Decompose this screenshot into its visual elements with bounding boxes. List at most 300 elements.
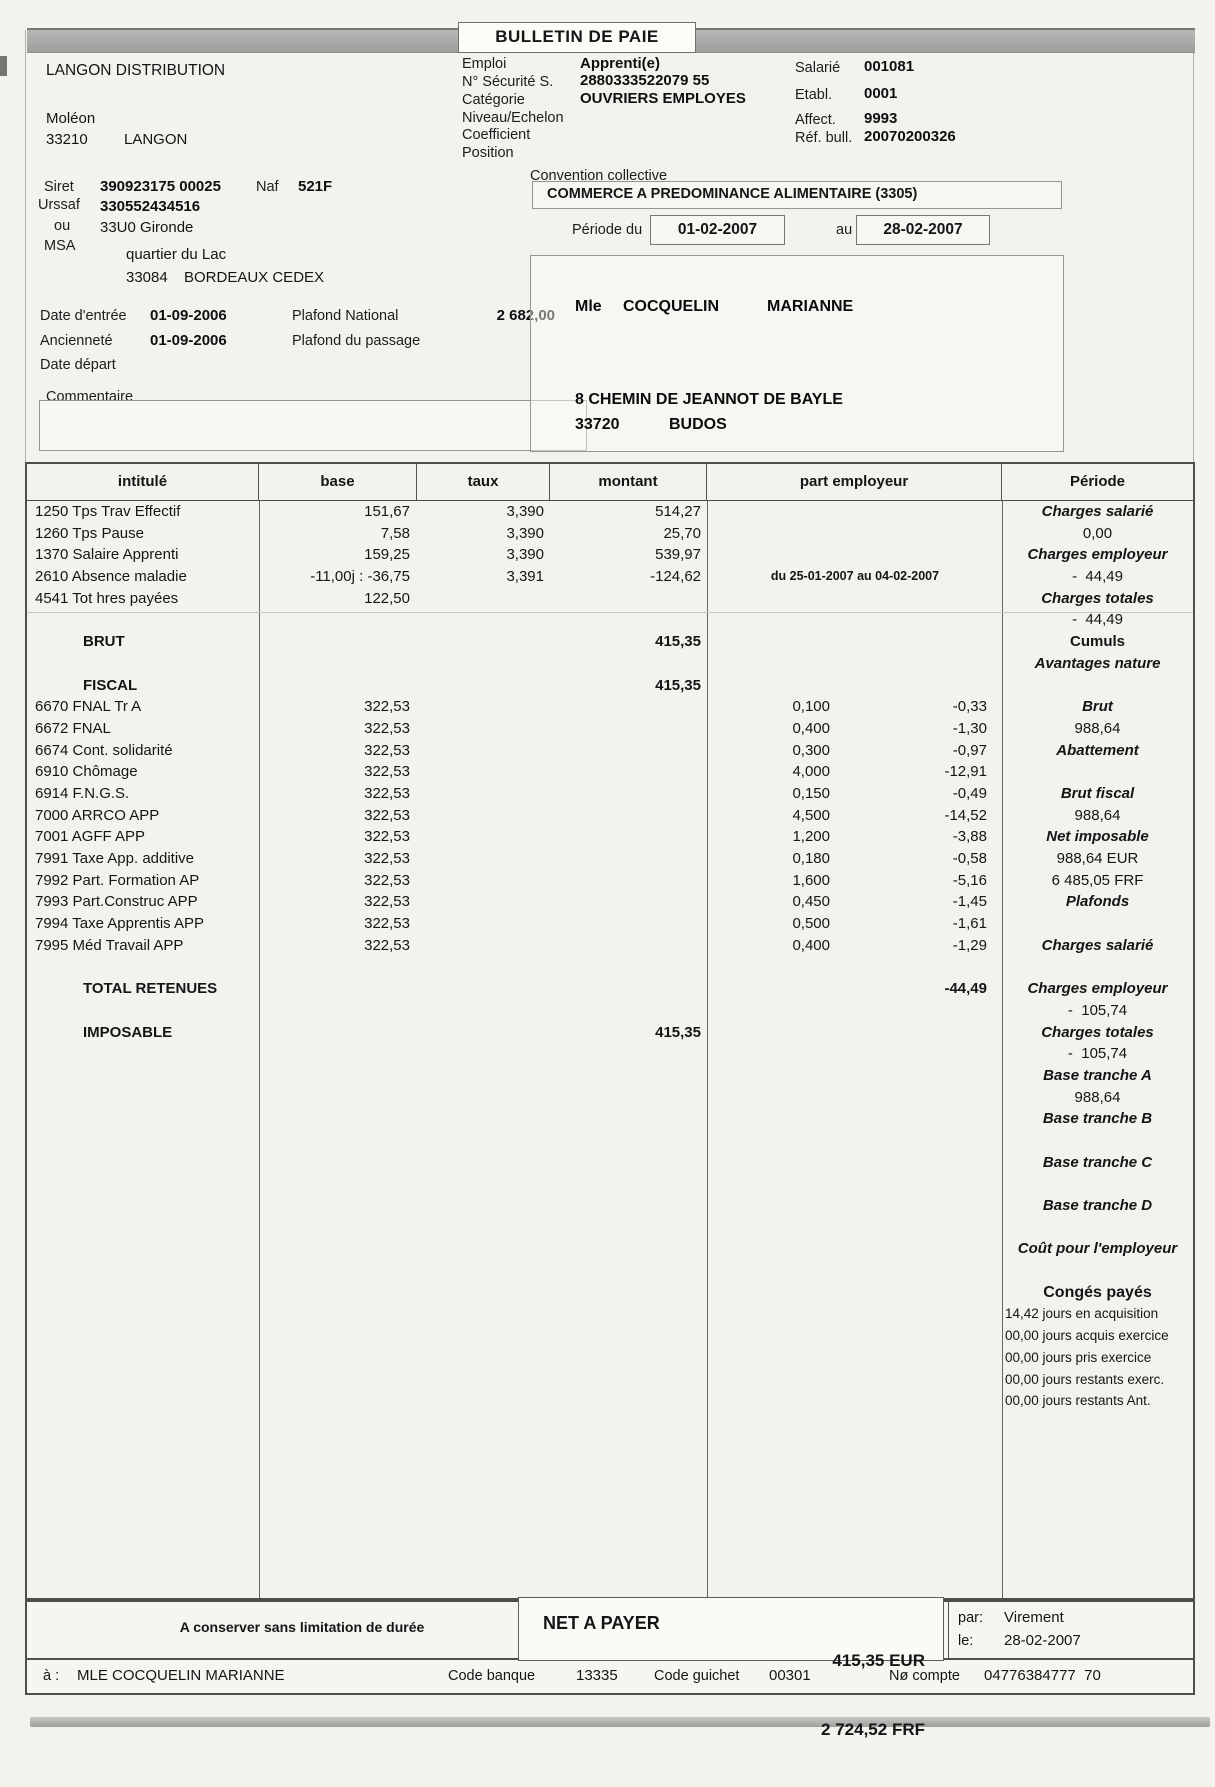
- table-row: [27, 696, 993, 718]
- pay-table-rows: [27, 501, 993, 1043]
- cell-label: 6674 Cont. solidarité: [35, 741, 173, 759]
- table-row: [27, 1022, 993, 1044]
- cell-label: 6914 F.N.G.S.: [35, 784, 130, 802]
- periode-line: Charges salarié: [1041, 503, 1154, 520]
- table-row: [27, 891, 993, 913]
- cell-montant: 415,35: [655, 676, 701, 694]
- cell-amt: [830, 653, 988, 675]
- cell-rate: 4,000: [792, 763, 830, 781]
- cell-rate: [707, 609, 830, 631]
- cell-base: 322,53: [364, 763, 410, 781]
- periode-line: Charges totales: [1041, 589, 1154, 607]
- cell-amt: -3,88: [952, 828, 987, 846]
- cell-base: 322,53: [364, 806, 410, 824]
- cell-amt: [830, 588, 988, 610]
- cell-label: FISCAL: [83, 676, 138, 694]
- table-row: [27, 826, 993, 848]
- cell-taux: 3,390: [506, 524, 544, 542]
- cell-rate: [707, 956, 830, 978]
- cell-taux: 3,390: [506, 503, 544, 520]
- cell-montant: -124,62: [650, 568, 701, 586]
- etabl-value: 0001: [864, 85, 898, 102]
- pay-table-header: [27, 464, 1193, 501]
- cell-montant: 25,70: [663, 524, 701, 542]
- cell-amt: [830, 1022, 988, 1044]
- cell-montant: [550, 935, 707, 957]
- periode-line: [1002, 675, 1193, 697]
- net-amount-eur: 415,35 EUR: [832, 1651, 925, 1670]
- table-row: [27, 653, 993, 675]
- cell-base: [259, 978, 417, 1000]
- cell-base: 122,50: [364, 589, 410, 607]
- cell-montant: [550, 783, 707, 805]
- siret-value: 390923175 00025: [100, 178, 221, 195]
- ou-label: ou: [54, 218, 71, 234]
- periode-line: Plafonds: [1065, 893, 1130, 911]
- table-row: [27, 978, 993, 1000]
- net-a-payer-label: NET A PAYER: [543, 1613, 660, 1633]
- periode-line: 0,00: [1082, 524, 1113, 542]
- convention-box: [532, 181, 1062, 209]
- cell-base: 322,53: [364, 871, 410, 889]
- cell-amt: -1,45: [952, 893, 987, 911]
- cell-base: 322,53: [364, 784, 410, 802]
- periode-line: - 44,49: [1072, 611, 1123, 629]
- au-label: au: [836, 222, 853, 238]
- bank-code-value: 13335: [576, 1667, 618, 1684]
- periode-end-value: 28-02-2007: [883, 221, 963, 238]
- org-zip: 33084: [126, 269, 168, 286]
- cell-montant: 539,97: [655, 546, 701, 564]
- periode-line: Coût pour l'employeur: [1017, 1240, 1178, 1258]
- cell-base: 322,53: [364, 936, 410, 954]
- periode-line: 00,00 jours restants Ant.: [1005, 1393, 1151, 1409]
- cell-taux: [417, 848, 550, 870]
- header-part-employeur: part employeur: [707, 464, 1002, 500]
- cell-rate: 4,500: [792, 806, 830, 824]
- payee-name: MLE COCQUELIN MARIANNE: [77, 1667, 285, 1684]
- header-taux: taux: [417, 464, 550, 500]
- ref-bulletin-label: Réf. bull.: [795, 130, 853, 146]
- cell-label: [27, 609, 259, 631]
- coefficient-label: Coefficient: [462, 127, 531, 143]
- cell-montant: [550, 588, 707, 610]
- cell-rate: 0,180: [792, 850, 830, 867]
- cell-base: 322,53: [364, 850, 410, 867]
- cell-rate: 0,500: [792, 915, 830, 933]
- cell-base: [259, 1022, 417, 1044]
- plafond-passage-label: Plafond du passage: [292, 333, 421, 349]
- periode-line: Avantages nature: [1034, 654, 1161, 672]
- cell-taux: [417, 783, 550, 805]
- periode-line: Abattement: [1056, 741, 1139, 759]
- periode-line: [1002, 1173, 1193, 1195]
- cell-label: [27, 1000, 259, 1022]
- cell-base: 322,53: [364, 698, 410, 716]
- cell-label: 7001 AGFF APP: [35, 828, 146, 846]
- account-number-label: Nø compte: [889, 1668, 960, 1684]
- cell-amt: [830, 1000, 988, 1022]
- employee-last-name: COCQUELIN: [623, 298, 719, 315]
- employee-zip: 33720: [575, 416, 620, 433]
- cell-taux: [417, 675, 550, 697]
- cell-taux: [417, 609, 550, 631]
- cell-montant: 514,27: [655, 503, 701, 520]
- cell-base: 159,25: [364, 546, 410, 564]
- cell-amt: [830, 675, 988, 697]
- cell-montant: [550, 913, 707, 935]
- salarie-value: 001081: [864, 58, 915, 75]
- cell-rate: 0,300: [792, 741, 830, 759]
- periode-line: 00,00 jours restants exerc.: [1005, 1371, 1165, 1387]
- cell-taux: [417, 631, 550, 653]
- scan-bottom-bar: [30, 1717, 1210, 1727]
- seniority-value: 01-09-2006: [150, 332, 227, 349]
- payee-label: à :: [43, 1668, 60, 1684]
- periode-line: [1002, 761, 1193, 783]
- cell-label: 7995 Méd Travail APP: [35, 936, 184, 954]
- entry-date-label: Date d'entrée: [40, 308, 127, 324]
- cell-taux: [417, 826, 550, 848]
- periode-line: Charges salarié: [1041, 936, 1154, 954]
- periode-line: Congés payés: [1043, 1283, 1152, 1301]
- header-periode: Période: [1069, 473, 1126, 490]
- periode-line: 14,42 jours en acquisition: [1005, 1306, 1159, 1322]
- cell-taux: [417, 805, 550, 827]
- cell-base: 151,67: [364, 503, 410, 520]
- cell-label: [27, 653, 259, 675]
- cell-taux: [417, 718, 550, 740]
- periode-line: 988,64: [1074, 806, 1121, 824]
- cell-montant: [550, 891, 707, 913]
- periode-line: Base tranche B: [1042, 1110, 1153, 1128]
- employer-street: Moléon: [46, 110, 96, 127]
- page-title: BULLETIN DE PAIE: [458, 22, 696, 53]
- employee-first-name: MARIANNE: [767, 298, 854, 315]
- cell-rate: [707, 1000, 830, 1022]
- table-row: [27, 783, 993, 805]
- guichet-code-label: Code guichet: [654, 1668, 740, 1684]
- ref-bulletin-value: 20070200326: [864, 128, 956, 145]
- cell-montant: [550, 956, 707, 978]
- cell-label: [27, 956, 259, 978]
- categorie-label: Catégorie: [462, 92, 525, 108]
- cell-taux: [417, 761, 550, 783]
- cell-amt: -0,49: [952, 784, 987, 802]
- cell-base: 322,53: [364, 893, 410, 911]
- cell-montant: [550, 870, 707, 892]
- cell-label: 7994 Taxe Apprentis APP: [35, 915, 205, 933]
- urssaf-label: Urssaf: [38, 197, 80, 213]
- table-row: [27, 631, 993, 653]
- periode-line: - 105,74: [1067, 1001, 1128, 1019]
- cell-label: IMPOSABLE: [83, 1023, 173, 1041]
- categorie-value: OUVRIERS EMPLOYES: [580, 90, 746, 107]
- cell-montant: [550, 696, 707, 718]
- cell-amt: [830, 956, 988, 978]
- naf-label: Naf: [256, 179, 279, 195]
- keep-notice: A conserver sans limitation de durée: [179, 1619, 425, 1635]
- cell-rate: [707, 653, 830, 675]
- employee-city: BUDOS: [669, 416, 727, 433]
- cell-label: 6910 Chômage: [35, 763, 138, 781]
- cell-taux: [417, 913, 550, 935]
- cell-base: 322,53: [364, 719, 410, 737]
- cell-period-note: du 25-01-2007 au 04-02-2007: [770, 569, 940, 584]
- cell-base: [259, 609, 417, 631]
- cell-rate: [707, 501, 830, 523]
- emploi-value: Apprenti(e): [580, 55, 660, 72]
- cell-rate: [707, 523, 830, 545]
- periode-line: Base tranche D: [1042, 1197, 1153, 1214]
- cell-base: [259, 1000, 417, 1022]
- table-row: [27, 544, 993, 566]
- periode-line: [1002, 1217, 1193, 1239]
- periode-line: Base tranche C: [1042, 1153, 1153, 1171]
- affect-value: 9993: [864, 110, 898, 127]
- cell-taux: [417, 956, 550, 978]
- naf-value: 521F: [298, 178, 333, 195]
- table-row: [27, 675, 993, 697]
- cell-label: 4541 Tot hres payées: [35, 589, 179, 607]
- cell-amt: [830, 609, 988, 631]
- cell-montant: [550, 653, 707, 675]
- cell-amt: -0,97: [952, 741, 987, 759]
- cell-base: 322,53: [364, 741, 410, 759]
- convention-label: Convention collective: [530, 168, 668, 184]
- comment-box: [39, 400, 587, 451]
- periode-line: - 105,74: [1067, 1045, 1128, 1063]
- table-row: [27, 1000, 993, 1022]
- cell-taux: [417, 935, 550, 957]
- cell-amt: -0,33: [952, 698, 987, 716]
- periode-line: - 44,49: [1072, 568, 1123, 586]
- cell-amt: [830, 523, 988, 545]
- seniority-label: Ancienneté: [40, 333, 113, 349]
- employer-city: LANGON: [124, 131, 188, 148]
- employee-civility: Mle: [575, 298, 602, 315]
- table-row: [27, 956, 993, 978]
- periode-start-box: [650, 215, 785, 245]
- cell-label: 6672 FNAL: [35, 719, 111, 737]
- org-street: quartier du Lac: [126, 246, 227, 263]
- periode-line: Cumuls: [1069, 633, 1125, 651]
- periode-line: 6 485,05 FRF: [1051, 871, 1144, 889]
- cell-rate: 0,450: [792, 893, 830, 911]
- cell-rate: 0,100: [792, 698, 830, 716]
- cell-amt: -1,30: [952, 719, 987, 737]
- table-row: [27, 848, 993, 870]
- periode-line: 00,00 jours pris exercice: [1005, 1349, 1152, 1365]
- bank-code-label: Code banque: [448, 1668, 536, 1684]
- cell-rate: [707, 588, 830, 610]
- employee-address-box: [530, 255, 1064, 452]
- cell-label: 7992 Part. Formation AP: [35, 871, 200, 889]
- cell-label: 1370 Salaire Apprenti: [35, 546, 179, 564]
- periode-column: [1002, 501, 1193, 1412]
- cell-base: [259, 631, 417, 653]
- table-row: [27, 588, 993, 610]
- cell-taux: [417, 696, 550, 718]
- payment-date-label: le:: [958, 1633, 974, 1649]
- cell-label: 2610 Absence maladie: [35, 568, 187, 586]
- cell-montant: [550, 978, 707, 1000]
- periode-end-box: [856, 215, 990, 245]
- cell-amt: -0,58: [952, 850, 987, 867]
- net-amount-frf: 2 724,52 FRF: [821, 1720, 925, 1739]
- cell-amt: [830, 501, 988, 523]
- msa-label: MSA: [44, 238, 76, 254]
- cell-taux: 3,391: [506, 568, 544, 586]
- cell-label: 7993 Part.Construc APP: [35, 893, 198, 911]
- cell-label: TOTAL RETENUES: [83, 980, 218, 998]
- cell-rate: [707, 675, 830, 697]
- cell-amt: -5,16: [952, 871, 987, 889]
- payment-method-label: par:: [958, 1610, 983, 1626]
- cell-taux: [417, 1022, 550, 1044]
- cell-montant: [550, 1000, 707, 1022]
- cell-label: BRUT: [83, 633, 125, 651]
- footer-column-divider: [948, 1602, 949, 1658]
- employee-street: 8 CHEMIN DE JEANNOT DE BAYLE: [575, 391, 843, 408]
- employer-zip: 33210: [46, 131, 88, 148]
- cell-taux: [417, 653, 550, 675]
- cell-taux: [417, 740, 550, 762]
- periode-line: [1002, 1260, 1193, 1282]
- cell-taux: [417, 978, 550, 1000]
- periode-line: [1002, 1130, 1193, 1152]
- periode-line: Charges employeur: [1027, 980, 1168, 998]
- secu-label: N° Sécurité S.: [462, 74, 554, 90]
- urssaf-office: 33U0 Gironde: [100, 219, 194, 236]
- cell-base: 322,53: [364, 828, 410, 846]
- table-row: [27, 609, 993, 631]
- periode-line: [1002, 913, 1193, 935]
- cell-amt: [830, 631, 988, 653]
- cell-rate: 1,600: [792, 871, 830, 889]
- page-left-border: [25, 30, 26, 462]
- cell-base: -11,00j : -36,75: [310, 568, 410, 586]
- cell-montant: [550, 826, 707, 848]
- secu-value: 2880333522079 55: [580, 72, 710, 89]
- cell-taux: [417, 1000, 550, 1022]
- cell-montant: 415,35: [655, 633, 701, 651]
- cell-label: 1250 Tps Trav Effectif: [35, 503, 181, 520]
- cell-rate: 0,400: [792, 936, 830, 954]
- table-row: [27, 805, 993, 827]
- table-row: [27, 501, 993, 523]
- employer-name: LANGON DISTRIBUTION: [46, 62, 226, 79]
- scan-edge-mark: [0, 56, 7, 76]
- departure-date-label: Date départ: [40, 357, 116, 373]
- cell-amt: -44,49: [944, 980, 987, 998]
- periode-line: Brut fiscal: [1060, 784, 1135, 802]
- cell-label: 1260 Tps Pause: [35, 524, 144, 542]
- page-right-border: [1193, 30, 1194, 462]
- salarie-label: Salarié: [795, 60, 841, 76]
- cell-rate: 0,150: [792, 784, 830, 802]
- cell-rate: [707, 631, 830, 653]
- periode-line: 988,64 EUR: [1056, 850, 1139, 867]
- cell-base: [259, 653, 417, 675]
- cell-amt: -1,61: [952, 915, 987, 933]
- cell-label: 7991 Taxe App. additive: [35, 850, 195, 867]
- cell-base: 322,53: [364, 915, 410, 933]
- convention-value: COMMERCE A PREDOMINANCE ALIMENTAIRE (3305): [547, 186, 918, 202]
- table-row: [27, 761, 993, 783]
- plafond-national-label: Plafond National: [292, 308, 399, 324]
- cell-amt: -12,91: [944, 763, 987, 781]
- periode-line: Net imposable: [1046, 828, 1149, 846]
- header-montant: montant: [550, 464, 707, 500]
- urssaf-number: 330552434516: [100, 198, 201, 215]
- header-intitule: intitulé: [27, 464, 259, 500]
- cell-amt: -14,52: [944, 806, 987, 824]
- org-city: BORDEAUX CEDEX: [184, 269, 325, 286]
- table-row: [27, 935, 993, 957]
- periode-start-value: 01-02-2007: [677, 221, 758, 238]
- guichet-code-value: 00301: [769, 1667, 811, 1684]
- etabl-label: Etabl.: [795, 87, 833, 103]
- periode-line: Base tranche A: [1043, 1066, 1152, 1084]
- position-label: Position: [462, 145, 514, 161]
- cell-amt: -1,29: [952, 936, 987, 954]
- periode-line: Charges totales: [1041, 1023, 1154, 1041]
- header-base: base: [259, 464, 417, 500]
- payment-method-value: Virement: [1004, 1609, 1064, 1626]
- cell-base: [259, 956, 417, 978]
- footer: [25, 1600, 1195, 1739]
- account-number-value: 04776384777 70: [984, 1667, 1101, 1684]
- periode-line: Brut: [1082, 698, 1113, 716]
- entry-date-value: 01-09-2006: [150, 307, 227, 324]
- cell-label: 6670 FNAL Tr A: [35, 698, 142, 716]
- table-row: [27, 740, 993, 762]
- cell-rate: [707, 1022, 830, 1044]
- cell-montant: [550, 805, 707, 827]
- cell-amt: [830, 544, 988, 566]
- cell-montant: [550, 718, 707, 740]
- table-row: [27, 913, 993, 935]
- cell-montant: [550, 761, 707, 783]
- table-row: [27, 566, 993, 588]
- payment-date-value: 28-02-2007: [1004, 1632, 1081, 1649]
- cell-base: 7,58: [380, 524, 410, 542]
- emploi-label: Emploi: [462, 56, 507, 72]
- plafond-national-value: 2 682,00: [496, 307, 555, 324]
- cell-montant: 415,35: [655, 1023, 701, 1041]
- cell-taux: [417, 891, 550, 913]
- cell-taux: [417, 870, 550, 892]
- siret-label: Siret: [44, 179, 74, 195]
- cell-montant: [550, 740, 707, 762]
- cell-montant: [550, 848, 707, 870]
- niveau-label: Niveau/Echelon: [462, 110, 564, 126]
- periode-line: 00,00 jours acquis exercice: [1005, 1328, 1169, 1344]
- cell-taux: 3,390: [506, 546, 544, 564]
- periode-line: [1002, 956, 1193, 978]
- cell-rate: [707, 978, 830, 1000]
- cell-label: 7000 ARRCO APP: [35, 806, 160, 824]
- cell-base: [259, 675, 417, 697]
- cell-rate: [707, 544, 830, 566]
- cell-rate: 1,200: [792, 828, 830, 846]
- periode-label: Période du: [572, 222, 643, 238]
- cell-rate: 0,400: [792, 719, 830, 737]
- table-row: [27, 523, 993, 545]
- periode-line: 988,64: [1074, 719, 1121, 737]
- periode-line: 988,64: [1074, 1088, 1121, 1106]
